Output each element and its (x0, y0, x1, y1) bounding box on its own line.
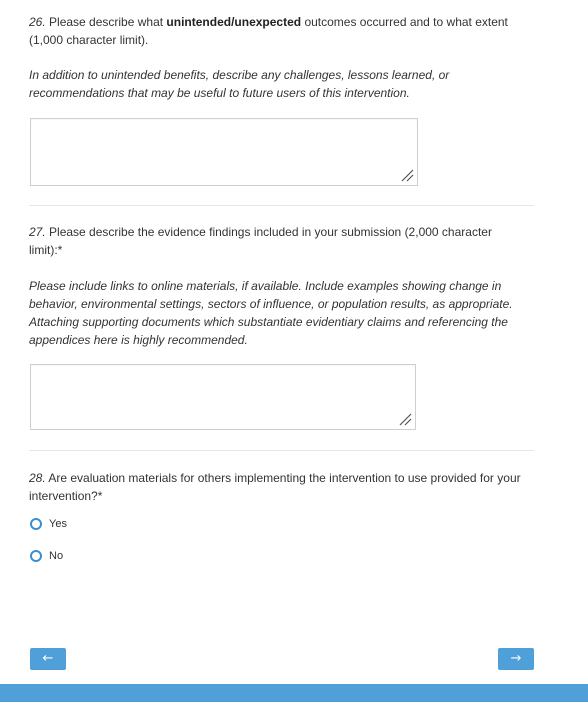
radio-option-no[interactable] (30, 548, 63, 564)
divider (29, 205, 534, 206)
question-27 (29, 223, 534, 349)
radio-label-yes: Yes (49, 518, 67, 530)
question-28-title (29, 469, 529, 505)
radio-circle-icon[interactable] (30, 550, 42, 562)
question-26 (29, 13, 534, 102)
resize-grip-icon[interactable] (400, 168, 414, 182)
radio-label-no: No (49, 550, 64, 562)
question-27-title (29, 223, 509, 259)
radio-circle-icon[interactable] (30, 518, 42, 530)
question-26-text-bold: unintended/unexpected (166, 15, 302, 29)
question-26-help: In addition to unintended benefits, describe any challenges, lessons learned, or recommendations that may be useful to future users of this intervention. (29, 68, 450, 100)
question-28-number: 28. (29, 471, 46, 485)
question-26-text-after: outcomes occurred and to what extent (1,000 character limit). (29, 15, 508, 47)
question-28 (29, 469, 534, 505)
question-27-text: Please describe the evidence findings included in your submission (2,000 character limit):* (29, 225, 492, 257)
footer-bar (0, 684, 588, 702)
question-27-number: 27. (29, 225, 46, 239)
question-26-textarea[interactable] (31, 119, 417, 185)
question-28-text: Are evaluation materials for others implementing the intervention to use provided for your intervention?* (29, 471, 521, 503)
previous-button[interactable]: ← (30, 648, 66, 670)
question-27-help: Please include links to online materials, if available. Include examples showing change in behavior, environmental settings, sectors of influence, or population results, as appropriate. Attaching supporting documents which substantiate evidentiary claims and referencing the appendices here is highly recommended. (29, 279, 513, 347)
question-26-number: 26. (29, 15, 46, 29)
radio-option-yes[interactable] (30, 516, 67, 532)
question-26-text-before: Please describe what (45, 15, 167, 29)
question-27-textarea-wrapper (30, 364, 416, 430)
divider (29, 450, 534, 451)
question-26-title (29, 13, 534, 49)
next-button[interactable]: → (498, 648, 534, 670)
question-27-textarea[interactable] (31, 365, 415, 429)
resize-grip-icon[interactable] (398, 412, 412, 426)
question-26-textarea-wrapper (30, 118, 418, 186)
